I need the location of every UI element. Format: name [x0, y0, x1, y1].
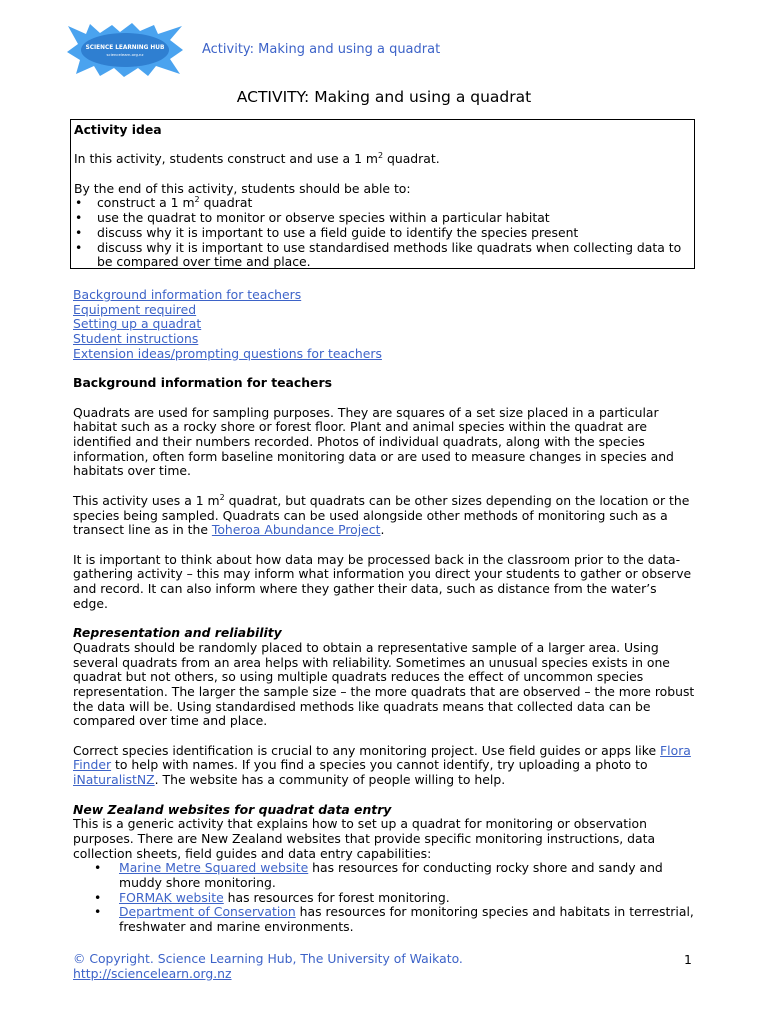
representation-heading: Representation and reliability	[73, 625, 282, 641]
representation-paragraph-2: Correct species identification is crucial to any monitoring project. Use field guides or apps like Flora Finder to help with names. If you find a species you cannot identify, try uploading a photo to iNaturalistNZ. The website has a community of people willing to help.	[73, 742, 691, 788]
marine-metre-squared-link[interactable]: Marine Metre Squared website	[119, 860, 309, 876]
background-paragraph-3: It is important to think about how data may be processed back in the classroom prior to the data-gathering activity – this may inform what information you direct your students to gather or observe and record. It can also inform where they gather their data, such as distance from the water’s edge.	[73, 551, 692, 611]
activity-idea-heading: Activity idea	[74, 122, 162, 137]
toc-link-extension-ideas[interactable]: Extension ideas/prompting questions for teachers	[73, 345, 382, 361]
list-item: • FORMAK website has resources for forest monitoring.	[94, 889, 450, 905]
bullet-icon: •	[94, 889, 102, 905]
activity-idea-box	[70, 119, 695, 269]
bullet-icon: •	[75, 224, 83, 240]
activity-intro: In this activity, students construct and use a 1 $m^2$ quadrat.	[74, 151, 440, 167]
list-item: • use the quadrat to monitor or observe species within a particular habitat	[75, 210, 550, 226]
toc-link-background[interactable]: Background information for teachers	[73, 287, 302, 302]
list-item: • discuss why it is important to use standardised methods like quadrats when collecting data to be compared over time and place.	[75, 239, 682, 270]
nz-websites-heading: New Zealand websites for quadrat data entry	[73, 801, 392, 817]
toc-link-equipment[interactable]: Equipment required	[73, 301, 197, 317]
flora-finder-link[interactable]: Flora Finder	[73, 742, 691, 773]
toheroa-project-link[interactable]: Toheroa Abundance Project	[211, 522, 381, 538]
inaturalistnz-link[interactable]: iNaturalistNZ	[73, 772, 155, 788]
bullet-icon: •	[94, 860, 102, 876]
bullet-icon: •	[75, 195, 83, 211]
page-footer	[73, 952, 695, 981]
header-title: Activity: Making and using a quadrat	[202, 42, 441, 57]
list-item: • construct a 1 $m^2$ quadrat	[75, 195, 253, 211]
doc-link[interactable]: Department of Conservation	[119, 904, 296, 920]
bullet-icon: •	[94, 904, 102, 920]
footer-copyright: © Copyright. Science Learning Hub, The University of Waikato.	[73, 951, 463, 966]
footer-url-link[interactable]: http://sciencelearn.org.nz	[73, 965, 232, 981]
list-item: • discuss why it is important to use a field guide to identify the species present	[75, 224, 579, 240]
formak-link[interactable]: FORMAK website	[119, 889, 224, 905]
activity-outcomes-list	[74, 196, 694, 270]
document-title: ACTIVITY: Making and using a quadrat	[236, 88, 532, 106]
bullet-icon: •	[75, 239, 83, 255]
toc-link-student-instructions[interactable]: Student instructions	[73, 331, 199, 347]
nz-websites-paragraph: This is a generic activity that explains how to set up a quadrat for monitoring or observation purposes. There are New Zealand websites that provide specific monitoring instructions, data collection sheets, field guides and data entry capabilities:	[73, 816, 656, 861]
nz-websites-list	[73, 861, 695, 935]
bullet-icon: •	[75, 210, 83, 226]
table-of-contents	[73, 288, 695, 362]
science-learning-hub-logo	[66, 22, 184, 78]
toc-link-setting-up[interactable]: Setting up a quadrat	[73, 316, 202, 332]
background-paragraph-2: This activity uses a 1 $m^2$ quadrat, but quadrats can be other sizes depending on the location or the species being sampled. Quadrats can be used alongside other methods of monitoring such as a transect line as in the Toheroa Abundance Project.	[73, 492, 690, 538]
activity-able-text: By the end of this activity, students should be able to:	[74, 180, 411, 196]
background-paragraph-1: Quadrats are used for sampling purposes. They are squares of a set size placed in a particular habitat such as a rocky shore or forest floor. Plant and animal species within the quadrat are identified and their numbers recorded. Photos of individual quadrats, along with the species information, often form baseline monitoring data or are used to measure changes in species and habitats over time.	[73, 404, 674, 479]
list-item: • Marine Metre Squared website has resources for conducting rocky shore and sandy and muddy shore monitoring.	[94, 860, 663, 891]
logo-url: sciencelearn.org.nz	[106, 52, 144, 57]
representation-paragraph-1: Quadrats should be randomly placed to obtain a representative sample of a larger area. Using several quadrats from an area helps with reliability. Sometimes an unusual species exists in one quadrat but not others, so using multiple quadrats reduces the effect of uncommon species representation. The larger the sample size – the more quadrats that are observed – the more robust the data will be. Using standardised methods like quadrats means that collected data can be compared over time and place.	[73, 639, 695, 729]
logo-text: SCIENCE LEARNING HUB	[85, 45, 165, 51]
main-content	[73, 288, 695, 935]
list-item: • Department of Conservation has resources for monitoring species and habitats in terrestrial, freshwater and marine environments.	[94, 904, 694, 935]
background-heading: Background information for teachers	[73, 375, 332, 391]
page-number: 1	[684, 952, 692, 967]
